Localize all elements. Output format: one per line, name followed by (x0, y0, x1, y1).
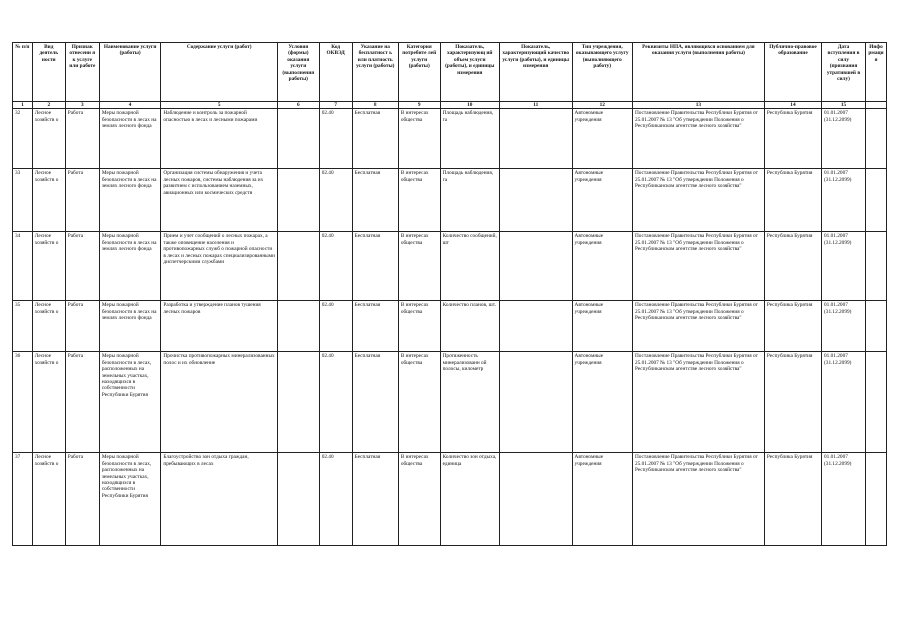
payment-type-cell: Бесплатная (352, 301, 398, 352)
header-cell: Дата вступления в силу (признания утратившей в силу) (822, 43, 866, 102)
service-sign-cell: Работа (65, 169, 99, 232)
column-number: 10 (440, 102, 499, 109)
volume-indicator-cell: Количество зон отдыха, единица (440, 453, 499, 546)
header-cell: Код ОКВЭД (319, 43, 352, 102)
service-forms-cell (277, 169, 319, 232)
info-cell (866, 453, 887, 546)
service-name-cell: Меры пожарной безопасности в лесах на землях лесного фонда (99, 109, 161, 169)
quality-indicator-cell (499, 232, 572, 301)
row-number-cell: 34 (13, 232, 33, 301)
column-number: 5 (161, 102, 278, 109)
institution-type-cell: Автономные учреждения (572, 453, 632, 546)
header-cell: Наименование услуги (работы) (99, 43, 161, 102)
column-number: 3 (65, 102, 99, 109)
activity-type-cell: Лесное хозяйств о (32, 232, 65, 301)
header-cell: Содержание услуги (работ) (161, 43, 278, 102)
services-registry-page (12, 42, 887, 546)
legal-basis-cell: Постановление Правительства Республики Бурятия от 25.01.2007 № 13 "Об утверждении Положения о Республиканском агентстве лесного хозяйства" (632, 453, 764, 546)
column-number: 6 (277, 102, 319, 109)
public-entity-cell: Республика Бурятия (764, 232, 821, 301)
service-name-cell: Меры пожарной безопасности в лесах на землях лесного фонда (99, 169, 161, 232)
row-number-cell: 33 (13, 169, 33, 232)
okved-code-cell: 02.40 (319, 169, 352, 232)
effective-date-cell: 01.01.2007 (31.12.2099) (822, 301, 866, 352)
header-cell: Вид деятель ности (32, 43, 65, 102)
services-registry-table (12, 42, 887, 546)
table-row (13, 109, 887, 169)
legal-basis-cell: Постановление Правительства Республики Бурятия от 25.01.2007 № 13 "Об утверждении Положения о Республиканском агентстве лесного хозяйства" (632, 109, 764, 169)
header-cell: Показатель, характеризующий качество услуги (работы), и единицы измерения (499, 43, 572, 102)
institution-type-cell: Автономные учреждения (572, 301, 632, 352)
public-entity-cell: Республика Бурятия (764, 109, 821, 169)
row-number-cell: 37 (13, 453, 33, 546)
table-row (13, 301, 887, 352)
table-row (13, 352, 887, 453)
okved-code-cell: 02.40 (319, 352, 352, 453)
column-number: 11 (499, 102, 572, 109)
column-number: 7 (319, 102, 352, 109)
quality-indicator-cell (499, 301, 572, 352)
payment-type-cell: Бесплатная (352, 232, 398, 301)
service-name-cell: Меры пожарной безопасности в лесах на землях лесного фонда (99, 232, 161, 301)
header-row (13, 43, 887, 102)
public-entity-cell: Республика Бурятия (764, 352, 821, 453)
header-cell: Условия (формы) оказания услуги (выполнения работы) (277, 43, 319, 102)
column-number: 8 (352, 102, 398, 109)
payment-type-cell: Бесплатная (352, 352, 398, 453)
activity-type-cell: Лесное хозяйств о (32, 352, 65, 453)
consumer-category-cell: В интересах общества (398, 301, 440, 352)
public-entity-cell: Республика Бурятия (764, 169, 821, 232)
header-cell: Тип учреждения, оказывающего услугу (выполняющего работу) (572, 43, 632, 102)
effective-date-cell: 01.01.2007 (31.12.2099) (822, 232, 866, 301)
activity-type-cell: Лесное хозяйств о (32, 109, 65, 169)
activity-type-cell: Лесное хозяйств о (32, 169, 65, 232)
quality-indicator-cell (499, 109, 572, 169)
column-number-row (13, 102, 887, 109)
service-forms-cell (277, 453, 319, 546)
volume-indicator-cell: Площадь наблюдения, га (440, 169, 499, 232)
legal-basis-cell: Постановление Правительства Республики Бурятия от 25.01.2007 № 13 "Об утверждении Положения о Республиканском агентстве лесного хозяйства" (632, 301, 764, 352)
legal-basis-cell: Постановление Правительства Республики Бурятия от 25.01.2007 № 13 "Об утверждении Положения о Республиканском агентстве лесного хозяйства" (632, 352, 764, 453)
row-number-cell: 32 (13, 109, 33, 169)
column-number: 13 (632, 102, 764, 109)
column-number: 14 (764, 102, 821, 109)
header-cell: Указание на бесплатност ь или платность услуги (работы) (352, 43, 398, 102)
service-forms-cell (277, 109, 319, 169)
institution-type-cell: Автономные учреждения (572, 169, 632, 232)
quality-indicator-cell (499, 169, 572, 232)
header-cell: Реквизиты НПА, являющихся основанием для оказания услуги (выполнения работы) (632, 43, 764, 102)
effective-date-cell: 01.01.2007 (31.12.2099) (822, 453, 866, 546)
legal-basis-cell: Постановление Правительства Республики Бурятия от 25.01.2007 № 13 "Об утверждении Положения о Республиканском агентстве лесного хозяйства" (632, 169, 764, 232)
service-content-cell: Благоустройство зон отдыха граждан, пребывающих в лесах (161, 453, 278, 546)
info-cell (866, 169, 887, 232)
service-sign-cell: Работа (65, 109, 99, 169)
service-name-cell: Меры пожарной безопасности в лесах на землях лесного фонда (99, 301, 161, 352)
volume-indicator-cell: Количество сообщений, шт (440, 232, 499, 301)
consumer-category-cell: В интересах общества (398, 232, 440, 301)
activity-type-cell: Лесное хозяйств о (32, 453, 65, 546)
consumer-category-cell: В интересах общества (398, 169, 440, 232)
consumer-category-cell: В интересах общества (398, 109, 440, 169)
institution-type-cell: Автономные учреждения (572, 352, 632, 453)
effective-date-cell: 01.01.2007 (31.12.2099) (822, 169, 866, 232)
header-cell: Инфо рмаци я (866, 43, 887, 102)
payment-type-cell: Бесплатная (352, 109, 398, 169)
header-cell: Показатель, характеризующ ий объем услуги (работы), и единицы измерения (440, 43, 499, 102)
public-entity-cell: Республика Бурятия (764, 301, 821, 352)
column-number: 12 (572, 102, 632, 109)
service-sign-cell: Работа (65, 453, 99, 546)
service-content-cell: Наблюдение и контроль за пожарной опасностью в лесах и лесными пожарами (161, 109, 278, 169)
service-content-cell: Разработка и утверждение планов тушения лесных пожаров (161, 301, 278, 352)
activity-type-cell: Лесное хозяйств о (32, 301, 65, 352)
header-cell: Признак отнесени я к услуге или работе (65, 43, 99, 102)
service-sign-cell: Работа (65, 301, 99, 352)
service-name-cell: Меры пожарной безопасности в лесах, расположенных на земельных участках, находящихся в собственности Республики Бурятия (99, 352, 161, 453)
service-forms-cell (277, 301, 319, 352)
effective-date-cell: 01.01.2007 (31.12.2099) (822, 109, 866, 169)
institution-type-cell: Автономные учреждения (572, 232, 632, 301)
volume-indicator-cell: Протяженность минерализованн ой полосы, километр (440, 352, 499, 453)
okved-code-cell: 02.40 (319, 301, 352, 352)
service-name-cell: Меры пожарной безопасности в лесах, расположенных на земельных участках, находящихся в собственности Республики Бурятия (99, 453, 161, 546)
table-row (13, 169, 887, 232)
service-sign-cell: Работа (65, 232, 99, 301)
service-content-cell: Прием и учет сообщений о лесных пожарах, а также оповещение населения и противопожарных служб о пожарной опасности в лесах и лесных пожарах специализированными диспетчерскими службами (161, 232, 278, 301)
info-cell (866, 301, 887, 352)
column-number: 1 (13, 102, 33, 109)
table-row (13, 232, 887, 301)
column-number: 9 (398, 102, 440, 109)
row-number-cell: 35 (13, 301, 33, 352)
header-cell: Категория потребите лей услуги (работы) (398, 43, 440, 102)
column-number: 2 (32, 102, 65, 109)
info-cell (866, 352, 887, 453)
service-forms-cell (277, 232, 319, 301)
okved-code-cell: 02.40 (319, 232, 352, 301)
info-cell (866, 109, 887, 169)
column-number: 15 (822, 102, 866, 109)
header-cell: Публично-правовое образование (764, 43, 821, 102)
payment-type-cell: Бесплатная (352, 453, 398, 546)
service-content-cell: Организация системы обнаружения и учета лесных пожаров, системы наблюдения за их развитием с использованием наземных, авиационных или космических средств (161, 169, 278, 232)
table-body (13, 109, 887, 546)
consumer-category-cell: В интересах общества (398, 352, 440, 453)
quality-indicator-cell (499, 453, 572, 546)
column-number-empty (866, 102, 887, 109)
service-content-cell: Прочистка противопожарных минерализованных полос и их обновление (161, 352, 278, 453)
public-entity-cell: Республика Бурятия (764, 453, 821, 546)
effective-date-cell: 01.01.2007 (31.12.2099) (822, 352, 866, 453)
table-row (13, 453, 887, 546)
okved-code-cell: 02.40 (319, 109, 352, 169)
consumer-category-cell: В интересах общества (398, 453, 440, 546)
service-sign-cell: Работа (65, 352, 99, 453)
legal-basis-cell: Постановление Правительства Республики Бурятия от 25.01.2007 № 13 "Об утверждении Положения о Республиканском агентстве лесного хозяйства" (632, 232, 764, 301)
quality-indicator-cell (499, 352, 572, 453)
payment-type-cell: Бесплатная (352, 169, 398, 232)
okved-code-cell: 02.40 (319, 453, 352, 546)
volume-indicator-cell: Количество планов, шт. (440, 301, 499, 352)
row-number-cell: 36 (13, 352, 33, 453)
volume-indicator-cell: Площадь наблюдения, га (440, 109, 499, 169)
info-cell (866, 232, 887, 301)
service-forms-cell (277, 352, 319, 453)
institution-type-cell: Автономные учреждения (572, 109, 632, 169)
header-cell: № п/п (13, 43, 33, 102)
column-number: 4 (99, 102, 161, 109)
